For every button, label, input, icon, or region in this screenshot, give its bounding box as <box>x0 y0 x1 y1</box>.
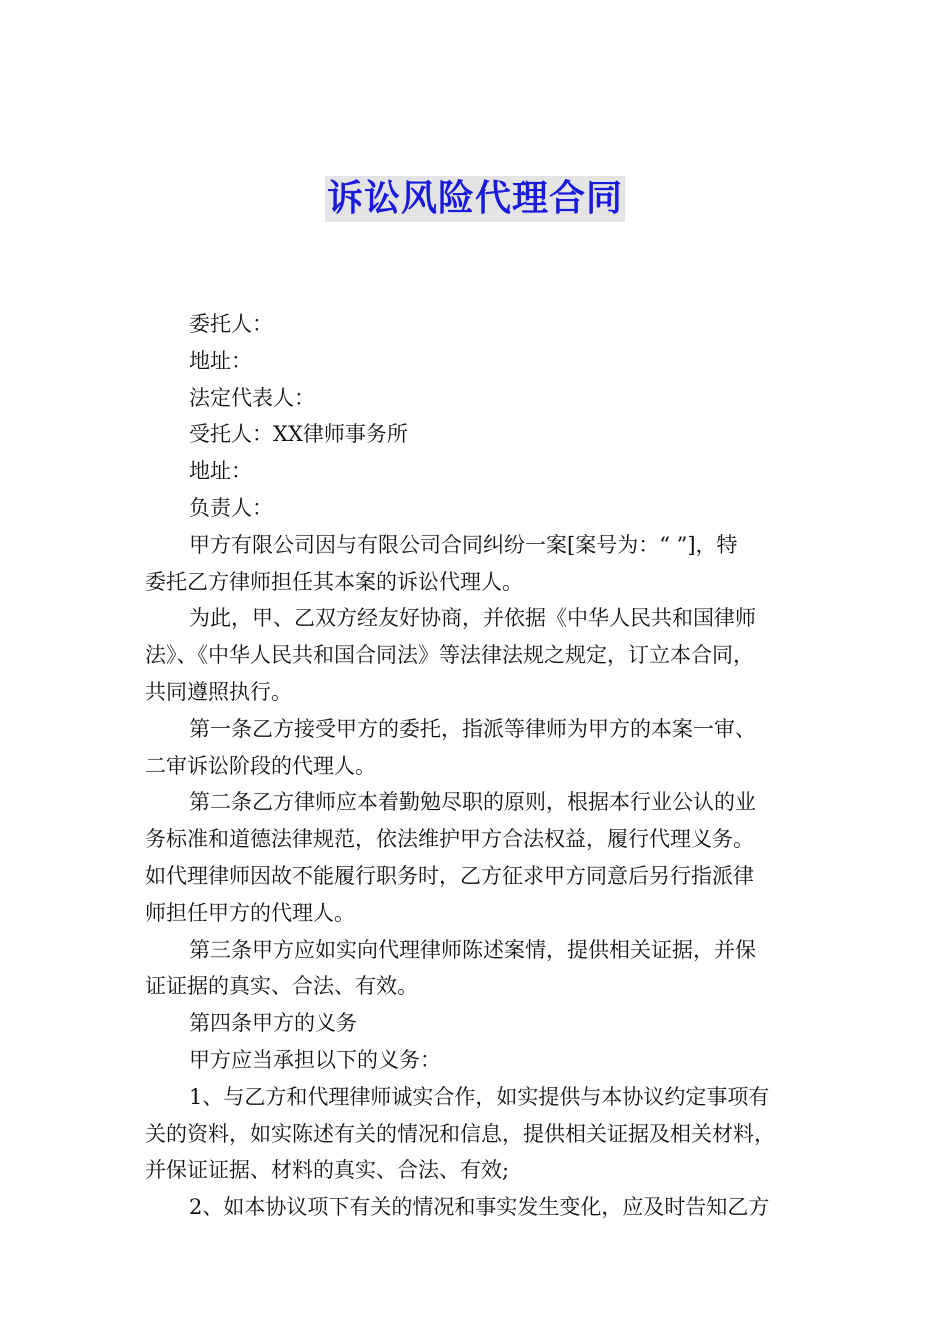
body-line: 第二条乙方律师应本着勤勉尽职的原则，根据本行业公认的业 <box>189 790 756 815</box>
body-line: 第三条甲方应如实向代理律师陈述案情，提供相关证据，并保 <box>189 937 756 962</box>
body-line: 负责人： <box>189 495 273 520</box>
body-line: 委托乙方律师担任其本案的诉讼代理人。 <box>145 569 523 594</box>
body-line: 地址： <box>189 459 252 484</box>
body-line: 二审诉讼阶段的代理人。 <box>145 753 376 778</box>
body-line: 受托人：XX律师事务所 <box>189 422 408 447</box>
document-title: 诉讼风险代理合同 <box>325 176 625 222</box>
body-line: 地址： <box>189 348 252 373</box>
body-line: 法》、《中华人民共和国合同法》等法律法规之规定，订立本合同， <box>145 643 754 668</box>
body-line: 1、与乙方和代理律师诚实合作，如实提供与本协议约定事项有 <box>189 1084 770 1109</box>
body-line: 师担任甲方的代理人。 <box>145 900 355 925</box>
body-line: 关的资料，如实陈述有关的情况和信息，提供相关证据及相关材料， <box>145 1121 775 1146</box>
body-line: 甲方应当承担以下的义务： <box>189 1047 441 1072</box>
document-body <box>145 306 805 1226</box>
title-container <box>0 176 950 222</box>
body-line: 并保证证据、材料的真实、合法、有效; <box>145 1158 510 1183</box>
body-line: 证证据的真实、合法、有效。 <box>145 974 418 999</box>
body-line: 为此，甲、乙双方经友好协商，并依据《中华人民共和国律师 <box>189 606 756 631</box>
body-line: 如代理律师因故不能履行职务时，乙方征求甲方同意后另行指派律 <box>145 863 754 888</box>
body-line: 第四条甲方的义务 <box>189 1011 357 1036</box>
body-line: 甲方有限公司因与有限公司合同纠纷一案[案号为：“ ”]，特 <box>189 532 738 557</box>
body-line: 2、如本协议项下有关的情况和事实发生变化，应及时告知乙方 <box>189 1195 770 1220</box>
body-line: 委托人： <box>189 312 273 336</box>
body-line: 务标准和道德法律规范，依法维护甲方合法权益，履行代理义务。 <box>145 827 754 852</box>
body-line: 法定代表人： <box>189 385 315 410</box>
body-line: 共同遵照执行。 <box>145 679 292 704</box>
body-line: 第一条乙方接受甲方的委托，指派等律师为甲方的本案一审、 <box>189 716 756 741</box>
